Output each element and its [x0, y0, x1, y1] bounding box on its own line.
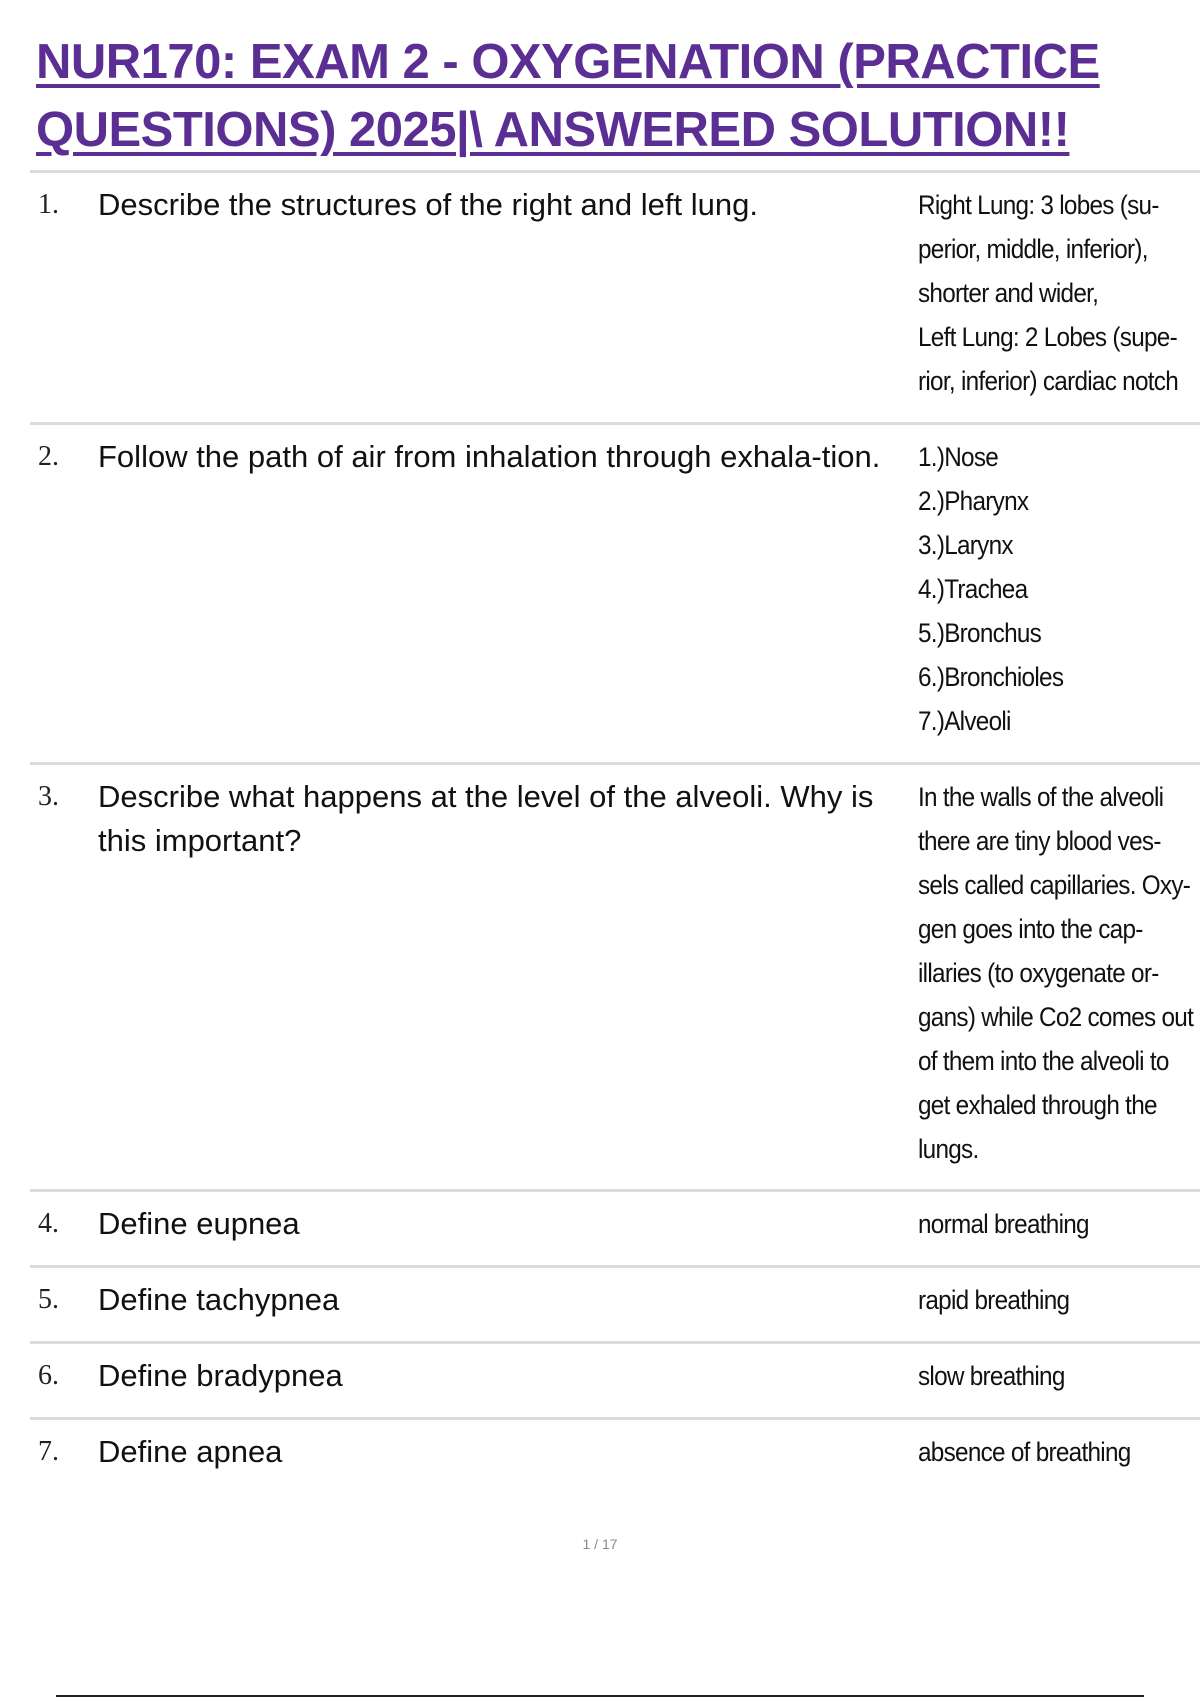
footer-divider — [56, 1695, 1144, 1697]
answer-text — [918, 1420, 1197, 1497]
question-number: 7. — [38, 1436, 59, 1467]
question-text-content: Describe what happens at the level of the alveoli. Why is this important? — [98, 779, 874, 858]
question-number: 5. — [38, 1284, 59, 1315]
answer-line: slow breathing — [918, 1361, 1065, 1391]
answer-line: gen goes into the cap- — [918, 914, 1143, 944]
qa-row — [30, 170, 1200, 422]
answer-text — [918, 1192, 1197, 1265]
answer-line: Left Lung: 2 Lobes (supe- — [918, 322, 1177, 352]
question-text: Define bradypnea — [98, 1358, 343, 1393]
qa-row — [30, 1265, 1200, 1341]
answer-line: 6.)Bronchioles — [918, 662, 1064, 692]
question-number: 2. — [38, 441, 59, 472]
answer-line: 1.)Nose — [918, 442, 999, 472]
answer-line: there are tiny blood ves- — [918, 826, 1161, 856]
question-number: 3. — [38, 781, 59, 812]
page-number: 1 / 17 — [582, 1536, 618, 1552]
qa-row — [30, 1189, 1200, 1265]
answer-line: perior, middle, inferior), — [918, 234, 1148, 264]
question-text: Describe the structures of the right and left lung. — [98, 187, 758, 222]
question-text: Define tachypnea — [98, 1282, 340, 1317]
answer-line: Right Lung: 3 lobes (su- — [918, 190, 1159, 220]
answer-line: sels called capillaries. Oxy- — [918, 870, 1191, 900]
answer-line: absence of breathing — [918, 1437, 1131, 1467]
answer-text — [918, 1344, 1197, 1417]
answer-line: rapid breathing — [918, 1285, 1070, 1315]
answer-line: rior, inferior) cardiac notch — [918, 366, 1179, 396]
question-text: Follow the path of air from inhalation through exhala-tion. — [98, 439, 881, 474]
qa-row — [30, 422, 1200, 762]
answer-line: illaries (to oxygenate or- — [918, 958, 1159, 988]
answer-line: lungs. — [918, 1134, 979, 1164]
answer-line: 5.)Bronchus — [918, 618, 1042, 648]
answer-line: 7.)Alveoli — [918, 706, 1011, 736]
answer-line: 2.)Pharynx — [918, 486, 1029, 516]
question-number: 6. — [38, 1360, 59, 1391]
answer-text — [918, 1268, 1197, 1341]
answer-line: of them into the alveoli to — [918, 1046, 1169, 1076]
answer-line: 4.)Trachea — [918, 574, 1028, 604]
answer-text — [918, 425, 1197, 762]
answer-line: In the walls of the alveoli — [918, 782, 1164, 812]
answer-line: get exhaled through the — [918, 1090, 1157, 1120]
question-text: Define eupnea — [98, 1206, 300, 1241]
document-title: NUR170: EXAM 2 - OXYGENATION (PRACTICE QUESTIONS) 2025|\ ANSWERED SOLUTION!! — [36, 35, 1100, 157]
qa-list — [30, 170, 1200, 1497]
qa-row — [30, 1341, 1200, 1417]
question-number: 1. — [38, 189, 59, 220]
answer-text — [918, 765, 1197, 1189]
question-text: Define apnea — [98, 1434, 283, 1469]
answer-line: gans) while Co2 comes out — [918, 1002, 1194, 1032]
answer-text — [918, 173, 1197, 422]
answer-line: 3.)Larynx — [918, 530, 1013, 560]
answer-line: shorter and wider, — [918, 278, 1099, 308]
qa-row — [30, 762, 1200, 1189]
question-number: 4. — [38, 1208, 59, 1239]
question-text — [98, 765, 918, 1189]
answer-line: normal breathing — [918, 1209, 1089, 1239]
qa-row — [30, 1417, 1200, 1497]
